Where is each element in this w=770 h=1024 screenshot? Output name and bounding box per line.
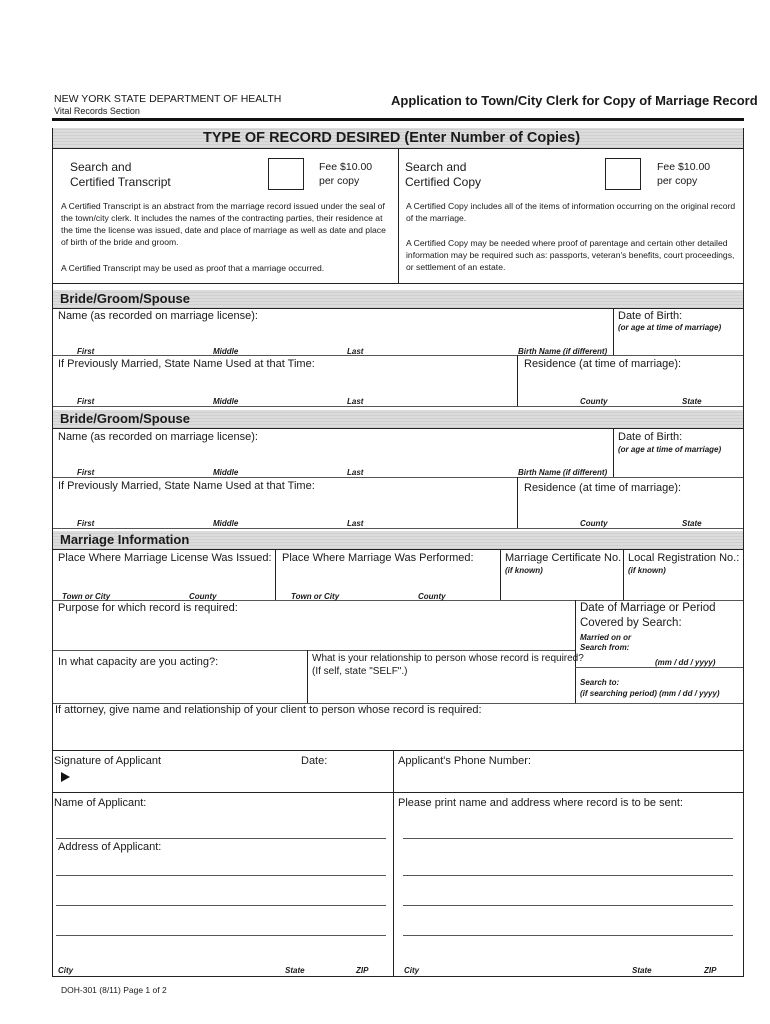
copy-need: A Certified Copy may be needed where proof of parentage and certain other detailed information may be required such as: passports, veteran's benefits, court proceedings, or settlement of an estate. xyxy=(406,238,735,272)
town2-caption: Town or City xyxy=(291,592,340,601)
spouse1-prev-input[interactable] xyxy=(52,406,744,407)
rule xyxy=(52,549,744,550)
spouse1-residence-label: Residence (at time of marriage): xyxy=(524,358,682,370)
local-reg-label: Local Registration No.: xyxy=(628,552,740,564)
zip-caption: ZIP xyxy=(356,966,369,975)
date-label-2: Covered by Search: xyxy=(580,617,682,629)
transcript-label-2: Certified Transcript xyxy=(70,175,171,189)
spouse2-county-caption: County xyxy=(580,519,608,528)
spouse1-first2-caption: First xyxy=(77,397,95,406)
mail-to-line-3[interactable] xyxy=(403,905,733,906)
search-to-note: (if searching period) (mm / dd / yyyy) xyxy=(580,689,720,698)
spouse1-first-caption: First xyxy=(77,347,95,356)
transcript-proof: A Certified Transcript may be used as proof that a marriage occurred. xyxy=(61,263,325,273)
transcript-label: Search and xyxy=(70,160,132,174)
department-name: NEW YORK STATE DEPARTMENT OF HEALTH xyxy=(54,93,282,105)
spouse1-last-caption: Last xyxy=(347,347,364,356)
relationship-label: What is your relationship to person whose record is required? xyxy=(312,653,584,664)
spouse2-state-caption: State xyxy=(682,519,702,528)
purpose-input[interactable] xyxy=(52,650,575,651)
transcript-fee: Fee $10.00 xyxy=(319,161,373,173)
spouse2-name-label: Name (as recorded on marriage license): xyxy=(58,431,258,443)
spouse2-middle2-caption: Middle xyxy=(213,519,239,528)
mail-to-label: Please print name and address where record is to be sent: xyxy=(398,797,683,809)
copy-label-2: Certified Copy xyxy=(405,175,482,189)
rule xyxy=(52,283,744,284)
form-number: DOH-301 (8/11) Page 1 of 2 xyxy=(61,985,167,995)
transcript-description: A Certified Transcript is an abstract from the marriage record issued under the seal of the town/city clerk. It includes the names of the contracting parties, their residence at the time the license was issued, date and place of marriage as well as date and place of birth of the bride and groom. xyxy=(61,201,386,247)
spouse2-first-caption: First xyxy=(77,468,95,477)
bottom-rule xyxy=(52,976,744,977)
search-from-caption: Search from: xyxy=(580,643,630,652)
right-border xyxy=(743,128,744,976)
performed-place-label: Place Where Marriage Was Performed: xyxy=(282,552,474,564)
header-rule xyxy=(52,118,744,121)
spouse1-dob-label: Date of Birth: xyxy=(618,310,683,322)
copy-fee: Fee $10.00 xyxy=(657,161,711,173)
copy-copies-input[interactable] xyxy=(605,158,641,190)
arrow-icon xyxy=(61,772,70,782)
copy-fee-unit: per copy xyxy=(657,175,698,187)
rule xyxy=(500,549,501,601)
city2-caption: City xyxy=(404,966,420,975)
cert-no-note: (if known) xyxy=(505,566,543,575)
rule xyxy=(52,308,744,309)
date-label: Date of Marriage or Period xyxy=(580,602,716,614)
spouse2-birth-name-caption: Birth Name (if different) xyxy=(518,468,608,477)
relationship-note: (If self, state "SELF".) xyxy=(312,666,408,677)
state-caption: State xyxy=(285,966,305,975)
date-format-1: (mm / dd / yyyy) xyxy=(655,658,716,667)
spouse1-name-label: Name (as recorded on marriage license): xyxy=(58,310,258,322)
spouse2-residence-label: Residence (at time of marriage): xyxy=(524,482,682,494)
rule xyxy=(517,477,518,529)
left-border xyxy=(52,128,53,976)
spouse1-county-caption: County xyxy=(580,397,608,406)
search-from-input[interactable] xyxy=(575,667,744,668)
date-field-label: Date: xyxy=(301,755,328,767)
state2-caption: State xyxy=(632,966,652,975)
county2-caption: County xyxy=(418,592,446,601)
signature-label: Signature of Applicant xyxy=(54,755,162,767)
spouse1-middle2-caption: Middle xyxy=(213,397,239,406)
section-name: Vital Records Section xyxy=(54,106,140,116)
phone-label: Applicant's Phone Number: xyxy=(398,755,531,767)
spouse1-name-input[interactable] xyxy=(52,355,744,356)
spouse1-prev-label: If Previously Married, State Name Used at that Time: xyxy=(58,358,315,370)
address-line-1[interactable] xyxy=(56,875,386,876)
city-caption: City xyxy=(58,966,74,975)
attorney-input[interactable] xyxy=(52,750,744,751)
address-line-3[interactable] xyxy=(56,935,386,936)
spouse2-last-caption: Last xyxy=(347,468,364,477)
spouse2-dob-note: (or age at time of marriage) xyxy=(618,445,722,454)
county1-caption: County xyxy=(189,592,217,601)
spouse1-state-caption: State xyxy=(682,397,702,406)
rule xyxy=(613,428,614,477)
signature-input[interactable] xyxy=(52,792,744,793)
spouse2-middle-caption: Middle xyxy=(213,468,239,477)
purpose-label: Purpose for which record is required: xyxy=(58,602,238,614)
spouse2-first2-caption: First xyxy=(77,519,95,528)
mail-to-line-1[interactable] xyxy=(403,838,733,839)
spouse2-name-input[interactable] xyxy=(52,477,744,478)
record-type-divider xyxy=(398,148,399,283)
spouse1-dob-note: (or age at time of marriage) xyxy=(618,323,722,332)
rule xyxy=(307,650,308,703)
search-to-caption: Search to: xyxy=(580,678,620,687)
form-title: Application to Town/City Clerk for Copy of Marriage Record xyxy=(391,93,758,108)
cert-no-label: Marriage Certificate No. xyxy=(505,552,622,564)
rule xyxy=(517,355,518,407)
town1-caption: Town or City xyxy=(62,592,111,601)
rule xyxy=(575,600,576,703)
address-line-2[interactable] xyxy=(56,905,386,906)
applicant-name-label: Name of Applicant: xyxy=(54,797,147,809)
spouse2-dob-label: Date of Birth: xyxy=(618,431,683,443)
applicant-address-label: Address of Applicant: xyxy=(58,841,162,853)
copy-description: A Certified Copy includes all of the items of information occurring on the original record of the marriage. xyxy=(406,201,736,223)
spouse1-middle-caption: Middle xyxy=(213,347,239,356)
spouse2-last2-caption: Last xyxy=(347,519,364,528)
rule xyxy=(623,549,624,601)
rule xyxy=(613,308,614,356)
transcript-fee-unit: per copy xyxy=(319,175,360,187)
married-on-caption: Married on or xyxy=(580,633,632,642)
rule xyxy=(393,750,394,977)
spouse2-title: Bride/Groom/Spouse xyxy=(60,411,191,426)
record-type-title: TYPE OF RECORD DESIRED (Enter Number of Copies) xyxy=(203,130,581,146)
spouse1-last2-caption: Last xyxy=(347,397,364,406)
license-place-input[interactable] xyxy=(52,600,744,601)
license-place-label: Place Where Marriage License Was Issued: xyxy=(58,552,272,564)
marriage-title: Marriage Information xyxy=(60,532,190,547)
spouse2-prev-input[interactable] xyxy=(52,528,744,529)
attorney-label: If attorney, give name and relationship of your client to person whose record is required: xyxy=(55,704,482,716)
local-reg-note: (if known) xyxy=(628,566,666,575)
copy-label: Search and xyxy=(405,160,467,174)
zip2-caption: ZIP xyxy=(704,966,717,975)
spouse2-prev-label: If Previously Married, State Name Used at that Time: xyxy=(58,480,315,492)
capacity-label: In what capacity are you acting?: xyxy=(58,656,219,668)
rule xyxy=(52,428,744,429)
spouse1-birth-name-caption: Birth Name (if different) xyxy=(518,347,608,356)
mail-to-line-2[interactable] xyxy=(403,875,733,876)
rule xyxy=(275,549,276,601)
transcript-copies-input[interactable] xyxy=(268,158,304,190)
applicant-name-input[interactable] xyxy=(56,838,386,839)
spouse1-title: Bride/Groom/Spouse xyxy=(60,291,191,306)
mail-to-line-4[interactable] xyxy=(403,935,733,936)
